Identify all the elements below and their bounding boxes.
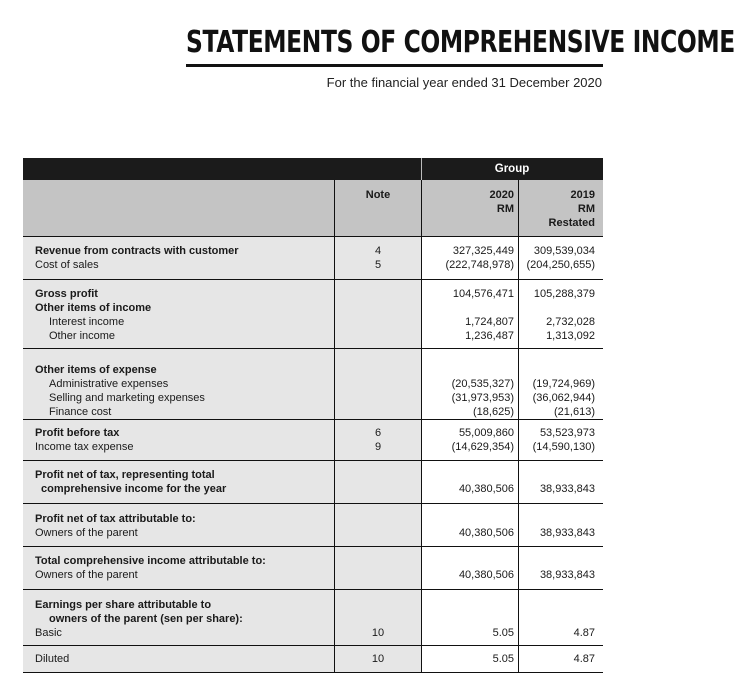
table-top-bar bbox=[23, 158, 603, 180]
table-row: Profit net of tax, representing total comprehensive income for the year 40,380,506 38,933,843 bbox=[23, 461, 603, 504]
year-2020-header: 2020 RM bbox=[421, 180, 518, 236]
income-statement-table bbox=[23, 158, 603, 673]
table-row: Profit net of tax attributable to: Owners of the parent 40,380,506 38,933,843 bbox=[23, 504, 603, 547]
title-underline bbox=[186, 64, 603, 67]
table-row: Other items of expense Administrative expenses Selling and marketing expenses Finance cost (20,535,327) (31,973,953) (18,625) (19,724,969) (36,062,944) (21,613) bbox=[23, 349, 603, 420]
note-header: Note bbox=[334, 180, 421, 236]
table-row: Revenue from contracts with customer Cost of sales 4 5 327,325,449 (222,748,978) 309,539,034 (204,250,655) bbox=[23, 237, 603, 280]
year-2019-header: 2019 RM Restated bbox=[518, 180, 603, 236]
table-row: Diluted 10 5.05 4.87 bbox=[23, 646, 603, 673]
table-row: Total comprehensive income attributable to: Owners of the parent 40,380,506 38,933,843 bbox=[23, 547, 603, 590]
table-row: Profit before tax Income tax expense 6 9 55,009,860 (14,629,354) 53,523,973 (14,590,130) bbox=[23, 420, 603, 461]
table-row: Gross profit Other items of income Interest income Other income 104,576,471 1,724,807 1,236,487 105,288,379 2,732,028 1,313,092 bbox=[23, 280, 603, 349]
page-title: STATEMENTS OF COMPREHENSIVE INCOME bbox=[186, 25, 735, 60]
column-header-row bbox=[23, 180, 603, 237]
group-header: Group bbox=[494, 163, 530, 175]
period-subtitle: For the financial year ended 31 December 2020 bbox=[326, 75, 602, 90]
table-row: Earnings per share attributable to owners of the parent (sen per share): Basic 10 5.05 4.87 bbox=[23, 590, 603, 646]
